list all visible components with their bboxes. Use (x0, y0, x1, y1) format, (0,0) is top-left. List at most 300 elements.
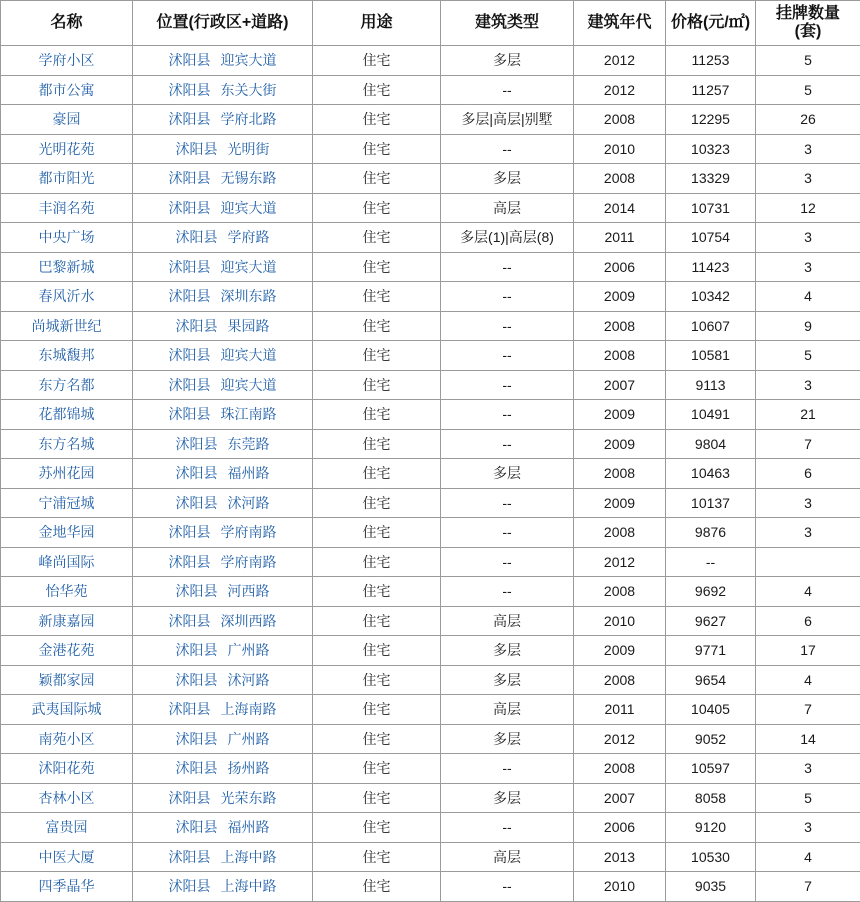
cell-location[interactable] (133, 665, 313, 695)
cell-price: 12295 (666, 105, 756, 135)
cell-usage: 住宅 (313, 311, 441, 341)
cell-price: 11423 (666, 252, 756, 282)
cell-listing-count: 26 (756, 105, 860, 135)
cell-community-name[interactable]: 苏州花园 (1, 459, 133, 489)
cell-community-name[interactable]: 学府小区 (1, 46, 133, 76)
cell-building-type: 多层|高层|别墅 (441, 105, 574, 135)
table-row (1, 429, 860, 459)
cell-listing-count: 7 (756, 695, 860, 725)
cell-build-year: 2006 (574, 252, 666, 282)
location-district: 沭阳县 (169, 524, 211, 540)
table-row (1, 193, 860, 223)
cell-usage: 住宅 (313, 695, 441, 725)
cell-listing-count (756, 547, 860, 577)
table-row (1, 577, 860, 607)
location-district: 沭阳县 (176, 141, 218, 157)
location-district: 沭阳县 (176, 436, 218, 452)
location-district: 沭阳县 (169, 200, 211, 216)
cell-usage: 住宅 (313, 813, 441, 843)
location-road: 迎宾大道 (221, 259, 277, 275)
location-road: 学府北路 (221, 111, 277, 127)
table-row (1, 105, 860, 135)
cell-price: 10530 (666, 842, 756, 872)
cell-building-type: 多层 (441, 724, 574, 754)
cell-price: 10754 (666, 223, 756, 253)
cell-community-name[interactable]: 都市阳光 (1, 164, 133, 194)
cell-usage: 住宅 (313, 459, 441, 489)
location-district: 沭阳县 (169, 701, 211, 717)
cell-build-year: 2006 (574, 813, 666, 843)
location-district: 沭阳县 (169, 82, 211, 98)
location-road: 珠江南路 (221, 406, 277, 422)
cell-location[interactable] (133, 872, 313, 902)
cell-listing-count: 14 (756, 724, 860, 754)
cell-listing-count: 21 (756, 400, 860, 430)
location-road: 广州路 (228, 642, 270, 658)
cell-usage: 住宅 (313, 754, 441, 784)
location-road: 迎宾大道 (221, 200, 277, 216)
cell-usage: 住宅 (313, 134, 441, 164)
location-district: 沭阳县 (169, 849, 211, 865)
cell-location[interactable] (133, 400, 313, 430)
column-header-build-year: 建筑年代 (574, 1, 666, 46)
cell-community-name[interactable]: 富贵园 (1, 813, 133, 843)
cell-community-name[interactable]: 宁浦冠城 (1, 488, 133, 518)
cell-building-type: -- (441, 429, 574, 459)
column-header-building-type: 建筑类型 (441, 1, 574, 46)
cell-building-type: 多层(1)|高层(8) (441, 223, 574, 253)
cell-price: -- (666, 547, 756, 577)
cell-price: 11253 (666, 46, 756, 76)
cell-price: 13329 (666, 164, 756, 194)
table-header-row (1, 1, 860, 46)
cell-price: 10607 (666, 311, 756, 341)
column-header-price: 价格(元/㎡) (666, 1, 756, 46)
cell-community-name[interactable]: 丰润名苑 (1, 193, 133, 223)
cell-listing-count: 4 (756, 665, 860, 695)
cell-build-year: 2012 (574, 46, 666, 76)
cell-building-type: 高层 (441, 695, 574, 725)
cell-price: 10597 (666, 754, 756, 784)
location-road: 扬州路 (228, 760, 270, 776)
cell-build-year: 2008 (574, 341, 666, 371)
cell-build-year: 2011 (574, 223, 666, 253)
cell-location[interactable] (133, 341, 313, 371)
cell-community-name[interactable]: 杏林小区 (1, 783, 133, 813)
location-district: 沭阳县 (176, 465, 218, 481)
cell-location[interactable] (133, 783, 313, 813)
cell-community-name[interactable]: 花都锦城 (1, 400, 133, 430)
cell-build-year: 2012 (574, 547, 666, 577)
cell-building-type: -- (441, 311, 574, 341)
table-row (1, 282, 860, 312)
table-row (1, 223, 860, 253)
cell-building-type: -- (441, 75, 574, 105)
cell-price: 10581 (666, 341, 756, 371)
table-row (1, 636, 860, 666)
cell-usage: 住宅 (313, 75, 441, 105)
cell-community-name[interactable]: 东方名都 (1, 370, 133, 400)
cell-building-type: -- (441, 577, 574, 607)
cell-listing-count: 3 (756, 813, 860, 843)
cell-price: 8058 (666, 783, 756, 813)
cell-building-type: 高层 (441, 193, 574, 223)
column-header-usage: 用途 (313, 1, 441, 46)
cell-location[interactable] (133, 370, 313, 400)
location-road: 沭河路 (228, 495, 270, 511)
location-district: 沭阳县 (176, 642, 218, 658)
cell-usage: 住宅 (313, 783, 441, 813)
cell-community-name[interactable]: 巴黎新城 (1, 252, 133, 282)
cell-usage: 住宅 (313, 105, 441, 135)
cell-listing-count: 3 (756, 134, 860, 164)
cell-community-name[interactable]: 新康嘉园 (1, 606, 133, 636)
cell-community-name[interactable]: 尚城新世纪 (1, 311, 133, 341)
cell-location[interactable] (133, 724, 313, 754)
cell-listing-count: 7 (756, 872, 860, 902)
cell-usage: 住宅 (313, 577, 441, 607)
cell-location[interactable] (133, 252, 313, 282)
cell-location[interactable] (133, 577, 313, 607)
cell-usage: 住宅 (313, 429, 441, 459)
cell-community-name[interactable]: 沭阳花苑 (1, 754, 133, 784)
location-road: 学府南路 (221, 524, 277, 540)
cell-listing-count: 4 (756, 282, 860, 312)
cell-price: 10342 (666, 282, 756, 312)
cell-build-year: 2008 (574, 518, 666, 548)
location-road: 广州路 (228, 731, 270, 747)
cell-community-name[interactable]: 四季晶华 (1, 872, 133, 902)
cell-community-name[interactable]: 东城馥邦 (1, 341, 133, 371)
cell-location[interactable] (133, 46, 313, 76)
cell-listing-count: 9 (756, 311, 860, 341)
location-road: 上海中路 (221, 849, 277, 865)
cell-building-type: -- (441, 252, 574, 282)
cell-community-name[interactable]: 南苑小区 (1, 724, 133, 754)
location-district: 沭阳县 (169, 288, 211, 304)
cell-building-type: -- (441, 400, 574, 430)
location-district: 沭阳县 (169, 347, 211, 363)
location-district: 沭阳县 (176, 495, 218, 511)
location-road: 福州路 (228, 465, 270, 481)
cell-price: 10405 (666, 695, 756, 725)
location-district: 沭阳县 (169, 406, 211, 422)
cell-location[interactable] (133, 754, 313, 784)
location-district: 沭阳县 (169, 554, 211, 570)
table-row (1, 518, 860, 548)
cell-location[interactable] (133, 842, 313, 872)
column-header-location: 位置(行政区+道路) (133, 1, 313, 46)
listing-count-label: 挂牌数量 (756, 5, 860, 23)
location-district: 沭阳县 (169, 52, 211, 68)
cell-listing-count: 5 (756, 46, 860, 76)
cell-build-year: 2010 (574, 872, 666, 902)
cell-price: 9804 (666, 429, 756, 459)
listing-count-unit: (套) (756, 23, 860, 41)
cell-price: 9876 (666, 518, 756, 548)
cell-building-type: -- (441, 370, 574, 400)
cell-location[interactable] (133, 488, 313, 518)
cell-build-year: 2008 (574, 754, 666, 784)
cell-building-type: -- (441, 488, 574, 518)
cell-building-type: -- (441, 547, 574, 577)
location-road: 光明街 (228, 141, 270, 157)
cell-location[interactable] (133, 105, 313, 135)
cell-usage: 住宅 (313, 223, 441, 253)
location-district: 沭阳县 (176, 318, 218, 334)
cell-listing-count: 4 (756, 842, 860, 872)
cell-community-name[interactable]: 中医大厦 (1, 842, 133, 872)
table-row (1, 842, 860, 872)
cell-price: 10731 (666, 193, 756, 223)
cell-price: 11257 (666, 75, 756, 105)
location-road: 东莞路 (228, 436, 270, 452)
location-road: 迎宾大道 (221, 377, 277, 393)
table-row (1, 724, 860, 754)
location-road: 上海中路 (221, 878, 277, 894)
cell-build-year: 2010 (574, 134, 666, 164)
cell-listing-count: 17 (756, 636, 860, 666)
cell-location[interactable] (133, 282, 313, 312)
cell-usage: 住宅 (313, 193, 441, 223)
cell-listing-count: 4 (756, 577, 860, 607)
cell-location[interactable] (133, 75, 313, 105)
location-road: 河西路 (228, 583, 270, 599)
table-row (1, 46, 860, 76)
location-road: 无锡东路 (221, 170, 277, 186)
cell-build-year: 2009 (574, 282, 666, 312)
location-road: 果园路 (228, 318, 270, 334)
cell-building-type: 多层 (441, 46, 574, 76)
cell-build-year: 2014 (574, 193, 666, 223)
table-row (1, 754, 860, 784)
cell-build-year: 2009 (574, 400, 666, 430)
table-row (1, 75, 860, 105)
table-row (1, 813, 860, 843)
cell-listing-count: 3 (756, 370, 860, 400)
cell-listing-count: 5 (756, 75, 860, 105)
location-district: 沭阳县 (169, 790, 211, 806)
location-road: 迎宾大道 (221, 347, 277, 363)
cell-location[interactable] (133, 223, 313, 253)
cell-building-type: -- (441, 518, 574, 548)
cell-price: 10463 (666, 459, 756, 489)
location-road: 学府南路 (221, 554, 277, 570)
cell-listing-count: 6 (756, 459, 860, 489)
cell-usage: 住宅 (313, 842, 441, 872)
cell-usage: 住宅 (313, 252, 441, 282)
cell-community-name[interactable]: 中央广场 (1, 223, 133, 253)
cell-location[interactable] (133, 193, 313, 223)
cell-community-name[interactable]: 怡华苑 (1, 577, 133, 607)
cell-building-type: -- (441, 813, 574, 843)
table-row (1, 459, 860, 489)
cell-build-year: 2011 (574, 695, 666, 725)
cell-community-name[interactable]: 金港花苑 (1, 636, 133, 666)
cell-usage: 住宅 (313, 724, 441, 754)
cell-build-year: 2012 (574, 75, 666, 105)
cell-build-year: 2008 (574, 105, 666, 135)
cell-community-name[interactable]: 都市公寓 (1, 75, 133, 105)
location-district: 沭阳县 (176, 731, 218, 747)
cell-building-type: 高层 (441, 606, 574, 636)
cell-usage: 住宅 (313, 636, 441, 666)
cell-usage: 住宅 (313, 400, 441, 430)
cell-building-type: 多层 (441, 636, 574, 666)
cell-listing-count: 3 (756, 223, 860, 253)
cell-listing-count: 7 (756, 429, 860, 459)
table-body (1, 46, 860, 902)
table-row (1, 341, 860, 371)
cell-price: 9052 (666, 724, 756, 754)
location-road: 沭河路 (228, 672, 270, 688)
cell-build-year: 2008 (574, 577, 666, 607)
location-road: 光荣东路 (221, 790, 277, 806)
cell-building-type: 多层 (441, 164, 574, 194)
table-row (1, 783, 860, 813)
cell-listing-count: 6 (756, 606, 860, 636)
cell-listing-count: 12 (756, 193, 860, 223)
cell-usage: 住宅 (313, 606, 441, 636)
cell-community-name[interactable]: 春风沂水 (1, 282, 133, 312)
column-header-listing-count (756, 1, 860, 46)
cell-location[interactable] (133, 606, 313, 636)
location-district: 沭阳县 (169, 878, 211, 894)
cell-build-year: 2013 (574, 842, 666, 872)
column-header-name: 名称 (1, 1, 133, 46)
cell-price: 9035 (666, 872, 756, 902)
location-road: 东关大街 (221, 82, 277, 98)
table-row (1, 695, 860, 725)
cell-location[interactable] (133, 695, 313, 725)
table-row (1, 134, 860, 164)
cell-build-year: 2010 (574, 606, 666, 636)
cell-usage: 住宅 (313, 547, 441, 577)
cell-usage: 住宅 (313, 518, 441, 548)
cell-location[interactable] (133, 813, 313, 843)
location-district: 沭阳县 (169, 377, 211, 393)
location-road: 迎宾大道 (221, 52, 277, 68)
cell-usage: 住宅 (313, 370, 441, 400)
cell-community-name[interactable]: 峰尚国际 (1, 547, 133, 577)
cell-usage: 住宅 (313, 46, 441, 76)
table-row (1, 252, 860, 282)
cell-build-year: 2008 (574, 459, 666, 489)
cell-listing-count: 3 (756, 754, 860, 784)
cell-build-year: 2008 (574, 311, 666, 341)
cell-usage: 住宅 (313, 282, 441, 312)
location-district: 沭阳县 (169, 613, 211, 629)
cell-listing-count: 3 (756, 252, 860, 282)
cell-community-name[interactable]: 东方名城 (1, 429, 133, 459)
cell-location[interactable] (133, 518, 313, 548)
cell-location[interactable] (133, 311, 313, 341)
cell-building-type: -- (441, 754, 574, 784)
cell-build-year: 2008 (574, 665, 666, 695)
cell-usage: 住宅 (313, 872, 441, 902)
location-district: 沭阳县 (176, 229, 218, 245)
cell-building-type: -- (441, 282, 574, 312)
cell-usage: 住宅 (313, 164, 441, 194)
cell-usage: 住宅 (313, 488, 441, 518)
cell-building-type: 多层 (441, 665, 574, 695)
cell-location[interactable] (133, 459, 313, 489)
cell-building-type: 高层 (441, 842, 574, 872)
location-district: 沭阳县 (169, 259, 211, 275)
table-row (1, 400, 860, 430)
location-road: 深圳西路 (221, 613, 277, 629)
table-row (1, 547, 860, 577)
cell-community-name[interactable]: 光明花苑 (1, 134, 133, 164)
cell-listing-count: 3 (756, 518, 860, 548)
cell-location[interactable] (133, 164, 313, 194)
location-road: 上海南路 (221, 701, 277, 717)
location-district: 沭阳县 (176, 583, 218, 599)
location-district: 沭阳县 (176, 760, 218, 776)
cell-location[interactable] (133, 134, 313, 164)
cell-community-name[interactable]: 金地华园 (1, 518, 133, 548)
location-district: 沭阳县 (176, 819, 218, 835)
cell-location[interactable] (133, 636, 313, 666)
cell-usage: 住宅 (313, 341, 441, 371)
table-row (1, 872, 860, 902)
cell-usage: 住宅 (313, 665, 441, 695)
table-row (1, 665, 860, 695)
cell-build-year: 2009 (574, 429, 666, 459)
table-row (1, 164, 860, 194)
location-district: 沭阳县 (169, 111, 211, 127)
cell-listing-count: 3 (756, 488, 860, 518)
cell-build-year: 2012 (574, 724, 666, 754)
cell-build-year: 2009 (574, 488, 666, 518)
location-district: 沭阳县 (176, 672, 218, 688)
location-district: 沭阳县 (169, 170, 211, 186)
cell-price: 9627 (666, 606, 756, 636)
cell-listing-count: 5 (756, 341, 860, 371)
cell-price: 9692 (666, 577, 756, 607)
cell-price: 10137 (666, 488, 756, 518)
cell-build-year: 2007 (574, 370, 666, 400)
cell-building-type: -- (441, 872, 574, 902)
cell-price: 9771 (666, 636, 756, 666)
cell-building-type: 多层 (441, 783, 574, 813)
cell-price: 10323 (666, 134, 756, 164)
cell-community-name[interactable]: 豪园 (1, 105, 133, 135)
location-road: 深圳东路 (221, 288, 277, 304)
location-road: 福州路 (228, 819, 270, 835)
cell-building-type: -- (441, 134, 574, 164)
cell-community-name[interactable]: 武夷国际城 (1, 695, 133, 725)
cell-build-year: 2007 (574, 783, 666, 813)
table-row (1, 370, 860, 400)
location-road: 学府路 (228, 229, 270, 245)
cell-community-name[interactable]: 颖都家园 (1, 665, 133, 695)
cell-building-type: 多层 (441, 459, 574, 489)
cell-price: 9120 (666, 813, 756, 843)
cell-building-type: -- (441, 341, 574, 371)
cell-build-year: 2009 (574, 636, 666, 666)
table-row (1, 606, 860, 636)
table-row (1, 488, 860, 518)
cell-price: 9654 (666, 665, 756, 695)
cell-location[interactable] (133, 547, 313, 577)
cell-price: 9113 (666, 370, 756, 400)
table-row (1, 311, 860, 341)
cell-location[interactable] (133, 429, 313, 459)
cell-listing-count: 3 (756, 164, 860, 194)
cell-build-year: 2008 (574, 164, 666, 194)
cell-listing-count: 5 (756, 783, 860, 813)
